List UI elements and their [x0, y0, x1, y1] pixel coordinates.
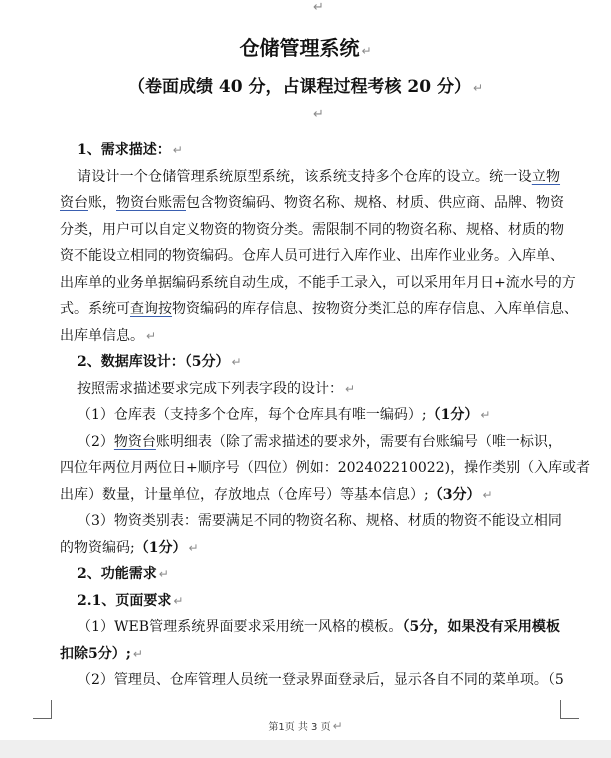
paragraph-line: 出库单信息。 ↵: [60, 327, 157, 344]
paragraph-line: 式。系统可查询按物资编码的库存信息、按物资分类汇总的库存信息、入库单信息、: [60, 301, 578, 317]
paragraph-line: 资不能设立相同的物资编码。仓库人员可进行入库作业、出库作业业务。入库单、: [60, 248, 564, 264]
document-subtitle: （卷面成绩 40 分，占课程过程考核 20 分） ↵: [127, 77, 484, 97]
subsection-heading: 2.1、页面要求 ↵: [77, 592, 184, 609]
paragraph-line: 出库）数量，计量单位，存放地点（仓库号）等基本信息）;（3分） ↵: [60, 486, 493, 503]
section-heading: 2、功能需求 ↵: [77, 566, 169, 582]
paragraph-mark-icon: ↵: [313, 107, 324, 122]
list-item: （1）仓库表（支持多个仓库，每个仓库具有唯一编码）;（1分） ↵: [77, 407, 491, 423]
list-item: （3）物资类别表：需要满足不同的物资名称、规格、材质的物资不能设立相同: [77, 513, 562, 529]
paragraph-line: 请设计一个仓储管理系统原型系统，该系统支持多个仓库的设立。统一设立物: [77, 168, 561, 185]
page-corner-mark: [33, 700, 52, 719]
paragraph-line: 分类，用户可以自定义物资的物资分类。需限制不同的物资名称、规格、材质的物: [60, 221, 564, 238]
list-item: （2）物资台账明细表（除了需求描述的要求外，需要有台账编号（唯一标识，: [77, 433, 562, 450]
list-item: （1）WEB管理系统界面要求采用统一风格的模板。（5分，如果没有采用模板: [77, 619, 560, 635]
section-heading: 2、数据库设计：（5分） ↵: [77, 354, 242, 370]
page-gap: [0, 740, 611, 758]
paragraph-line: 扣除5分）; ↵: [60, 645, 143, 662]
paragraph-line: 资台账，物资台账需包含物资编码、物资名称、规格、材质、供应商、品牌、物资: [60, 195, 564, 211]
paragraph-line: 按照需求描述要求完成下列表字段的设计： ↵: [77, 380, 356, 397]
paragraph-line: 的物资编码;（1分） ↵: [60, 539, 199, 556]
section-heading: 1、需求描述： ↵: [77, 142, 183, 158]
document-body: [60, 137, 591, 694]
paragraph-line: 四位年两位月两位日+顺序号（四位）例如：202402210022)，操作类别（入库或者: [60, 460, 591, 476]
page-footer: 第1页 共 3 页 ↵: [268, 719, 343, 733]
page-corner-mark: [560, 700, 579, 719]
document-title: 仓储管理系统 ↵: [239, 36, 372, 60]
paragraph-mark-icon: ↵: [313, 0, 324, 15]
paragraph-line: 出库单的业务单据编码系统自动生成，不能手工录入，可以采用年月日+流水号的方: [60, 274, 576, 291]
list-item: （2）管理员、仓库管理人员统一登录界面登录后，显示各自不同的菜单项。（5: [77, 672, 564, 688]
